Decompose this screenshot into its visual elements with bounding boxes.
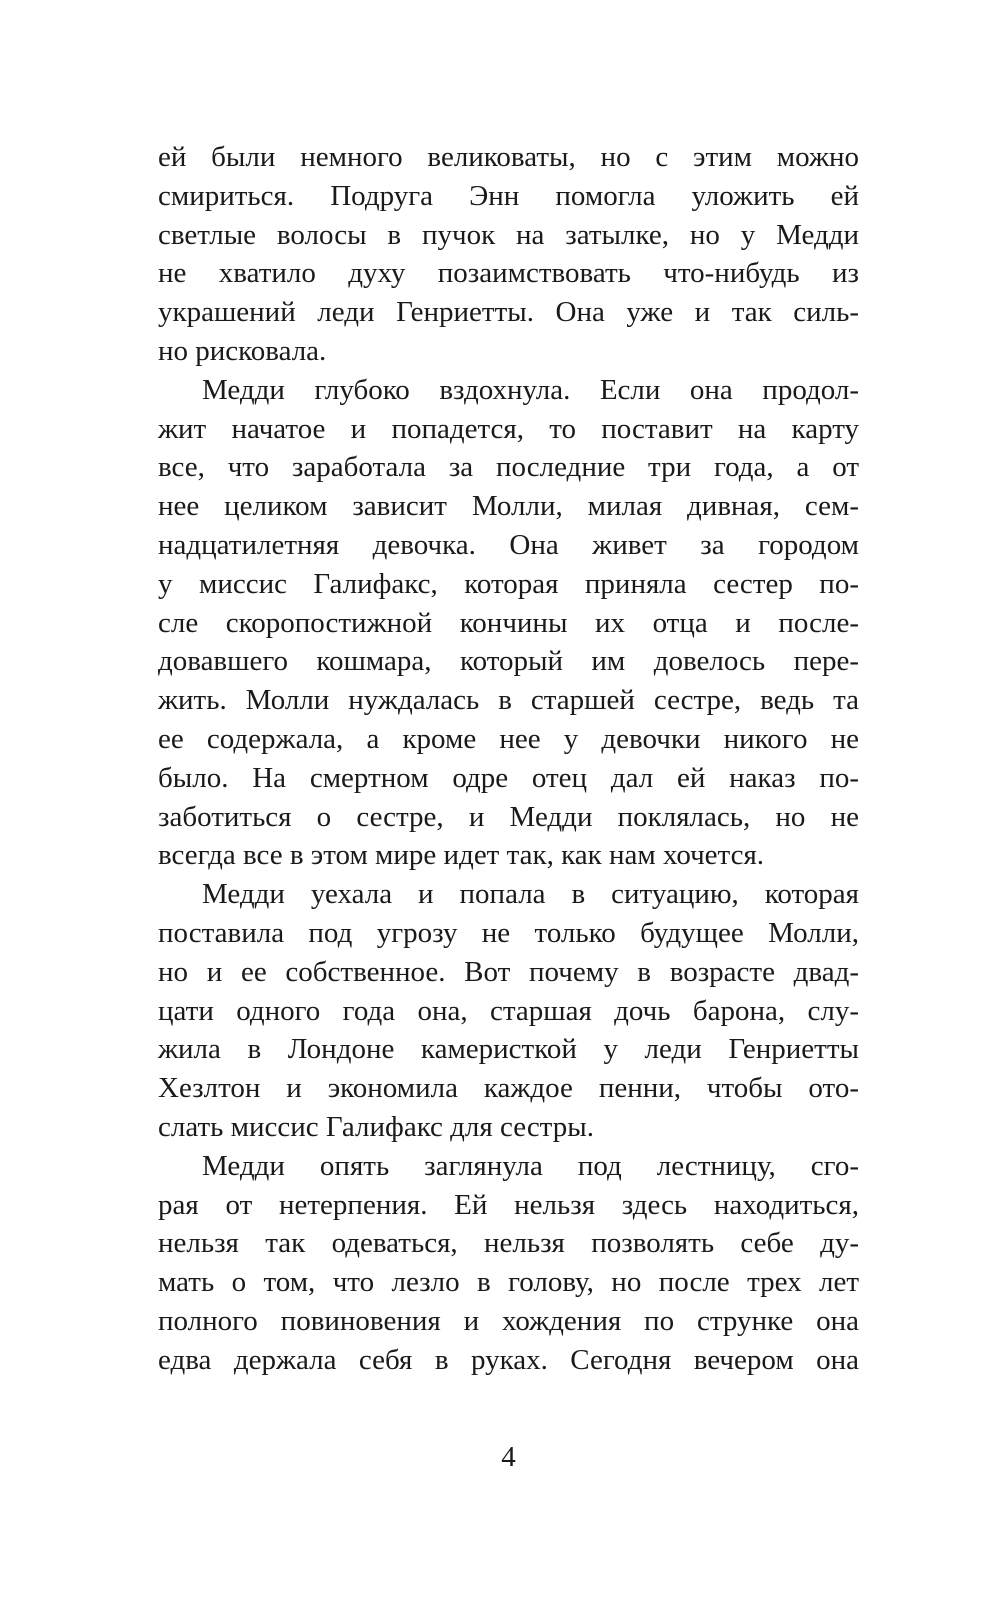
text-line: Медди опять заглянула под лестницу, сго- (202, 1149, 859, 1182)
text-line: жила в Лондоне камеристкой у леди Генриетты (158, 1033, 859, 1066)
text-line: смириться. Подруга Энн помогла уложить ей (158, 179, 859, 212)
text-line: светлые волосы в пучок на затылке, но у Медди (158, 218, 859, 251)
text-line: у миссис Галифакс, которая приняла сестер по- (158, 567, 859, 600)
text-line: ее содержала, а кроме нее у девочки никого не (158, 722, 859, 755)
text-line: Хезлтон и экономила каждое пенни, чтобы ото- (158, 1072, 859, 1105)
page-text (158, 138, 859, 1380)
text-line: поставила под угрозу не только будущее Молли, (158, 916, 859, 949)
text-line: не хватило духу позаимствовать что-нибудь из (158, 257, 859, 290)
text-line: едва держала себя в руках. Сегодня вечером она (158, 1343, 859, 1376)
text-line: но рисковала. (158, 334, 327, 367)
text-line: слать миссис Галифакс для сестры. (158, 1110, 594, 1143)
text-line: но и ее собственное. Вот почему в возрасте двад- (158, 955, 859, 988)
text-line: мать о том, что лезло в голову, но после трех лет (158, 1266, 859, 1299)
text-line: всегда все в этом мире идет так, как нам хочется. (158, 839, 765, 872)
text-line: рая от нетерпения. Ей нельзя здесь находиться, (158, 1188, 859, 1221)
text-line: Медди глубоко вздохнула. Если она продол- (202, 373, 859, 406)
text-line: украшений леди Генриетты. Она уже и так силь- (158, 296, 859, 329)
text-line: довавшего кошмара, который им довелось пере- (158, 645, 859, 678)
text-line: заботиться о сестре, и Медди поклялась, но не (158, 800, 859, 833)
text-line: нельзя так одеваться, нельзя позволять себе ду- (158, 1227, 859, 1260)
text-line: цати одного года она, старшая дочь барона, слу- (158, 994, 859, 1027)
text-line: нее целиком зависит Молли, милая дивная, сем- (158, 490, 859, 523)
text-line: надцатилетняя девочка. Она живет за городом (158, 528, 859, 561)
text-line: жит начатое и попадется, то поставит на карту (158, 412, 859, 445)
text-line: сле скоропостижной кончины их отца и после- (158, 606, 859, 639)
page-number: 4 (501, 1441, 516, 1473)
text-line: все, что заработала за последние три года, а от (158, 451, 859, 484)
text-line: жить. Молли нуждалась в старшей сестре, ведь та (158, 684, 859, 717)
text-line: Медди уехала и попала в ситуацию, которая (202, 878, 859, 911)
text-line: ей были немного великоваты, но с этим можно (158, 141, 859, 173)
text-line: было. На смертном одре отец дал ей наказ по- (158, 761, 859, 794)
text-line: полного повиновения и хождения по струнке она (158, 1304, 859, 1337)
